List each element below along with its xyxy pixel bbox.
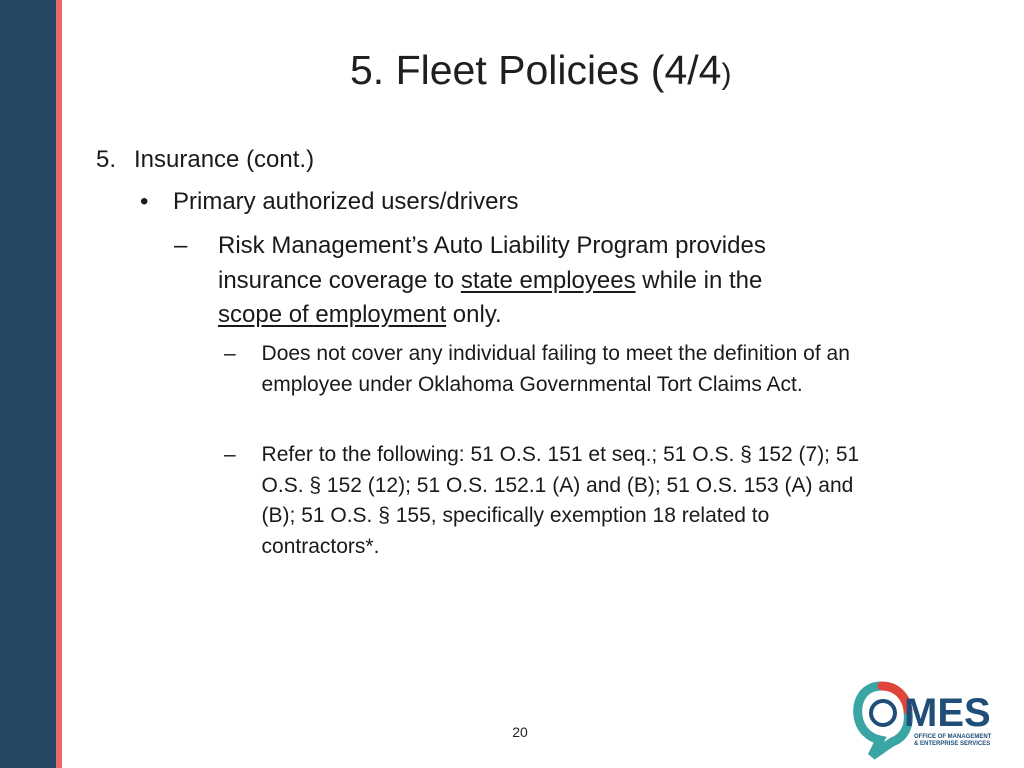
sub-text-part1: Risk Management’s Auto Liability Program provides insurance coverage to [218, 232, 766, 294]
omes-logo-mark [858, 686, 909, 756]
bullet-icon: • [140, 188, 149, 215]
bullet-text: Primary authorized users/drivers [173, 188, 519, 215]
omes-logo-line1: OFFICE OF MANAGEMENT [914, 734, 992, 740]
outline-item-text: Insurance (cont.) [134, 146, 315, 173]
state-employees-underlined: state employees [460, 266, 636, 294]
sub-item-text [218, 229, 828, 333]
sub-text-part3: only. [446, 301, 502, 328]
outline-number: 5. [96, 146, 117, 173]
subsub-item-coverage-exclusion [224, 339, 864, 400]
omes-logo-wordmark: MES [904, 691, 991, 735]
page-number: 20 [512, 724, 528, 740]
slide-title-close: ) [721, 58, 732, 91]
sub-item-auto-liability [174, 229, 834, 333]
dash-icon: – [224, 443, 236, 466]
scope-of-employment-underlined: scope of employment [218, 301, 447, 328]
bullet-primary-users [140, 187, 518, 217]
omes-logo [852, 678, 1012, 760]
omes-logo-line2: & ENTERPRISE SERVICES [914, 741, 991, 747]
slide-title-main: 5. Fleet Policies (4/4 [350, 47, 722, 93]
outline-item-insurance [96, 145, 314, 175]
dash-icon: – [174, 232, 188, 259]
subsub-item-statute-references [224, 440, 864, 562]
dash-icon: – [224, 342, 236, 365]
subsub-item-text: Does not cover any individual failing to meet the definition of an employee under Oklahoma Governmental Tort Claims Act. [261, 342, 850, 396]
subsub-item-text: Refer to the following: 51 O.S. 151 et seq.; 51 O.S. § 152 (7); 51 O.S. § 152 (12); 51 O.S. 152.1 (A) and (B); 51 O.S. 153 (A) and (B); 51 O.S. § 155, specifically exemption 18 related to contractors*. [261, 443, 860, 558]
sub-text-part2: while in the [635, 266, 763, 294]
